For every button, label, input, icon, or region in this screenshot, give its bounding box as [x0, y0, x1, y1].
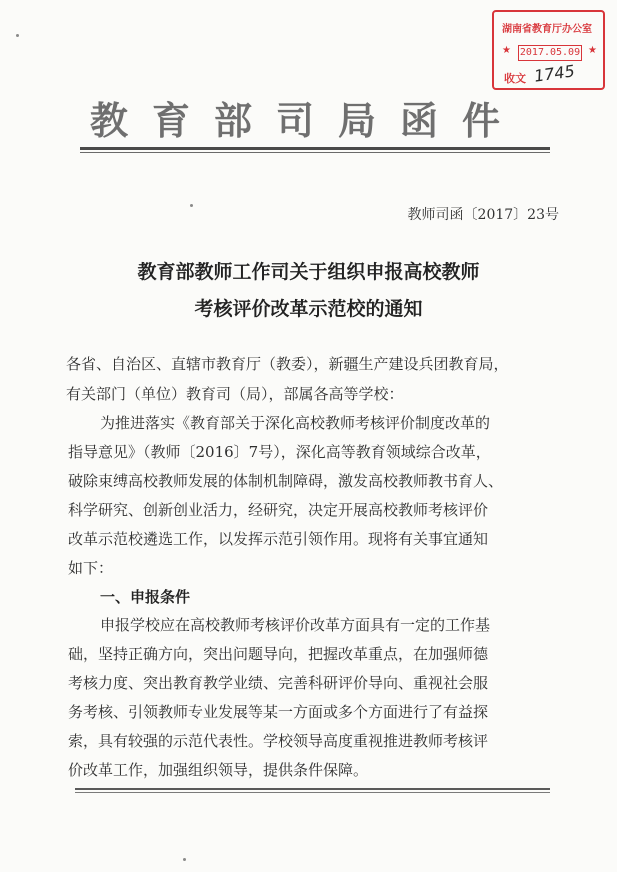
paragraph-line: 考核力度、突出教育教学业绩、完善科研评价导向、重视社会服 [68, 674, 489, 692]
stamp-receipt-number: 1745 [532, 61, 576, 86]
scan-speck [16, 34, 19, 37]
header-divider [80, 147, 550, 150]
stamp-organization: 湖南省教育厅办公室 [502, 24, 592, 35]
stamp-date: 2017.05.09 [518, 45, 582, 61]
paragraph-line: 破除束缚高校教师发展的体制机制障碍，激发高校教师教书育人、 [68, 472, 504, 490]
document-title-line-2: 考核评价改革示范校的通知 [194, 298, 423, 320]
footer-divider-thin [75, 792, 550, 793]
paragraph-line: 础，坚持正确方向，突出问题导向，把握改革重点，在加强师德 [68, 645, 489, 663]
paragraph-line: 如下： [68, 559, 114, 577]
stamp-receipt-label: 收文 [504, 72, 526, 85]
paragraph-line: 科学研究、创新创业活力，经研究，决定开展高校教师考核评价 [68, 501, 489, 519]
scan-speck [190, 204, 193, 207]
document-number: 教师司函〔2017〕23号 [407, 207, 559, 223]
paragraph-line: 务考核、引领教师专业发展等某一方面或多个方面进行了有益探 [68, 703, 489, 721]
paragraph-line: 索，具有较强的示范代表性。学校领导高度重视推进教师考核评 [68, 732, 489, 750]
paragraph-line: 为推进落实《教育部关于深化高校教师考核评价制度改革的 [100, 414, 491, 432]
header-divider-thin [80, 152, 550, 153]
salutation-line: 各省、自治区、直辖市教育厅（教委），新疆生产建设兵团教育局， [66, 355, 509, 373]
paragraph-line: 申报学校应在高校教师考核评价改革方面具有一定的工作基 [100, 616, 491, 634]
letterhead-title: 教育部司局函件 [90, 98, 525, 143]
document-title-line-1: 教育部教师工作司关于组织申报高校教师 [137, 261, 480, 283]
receipt-stamp [492, 10, 605, 90]
stamp-star-icon: ★ [588, 45, 597, 56]
scan-speck [183, 858, 186, 861]
paragraph-line: 指导意见》（教师〔2016〕7号），深化高等教育领域综合改革， [68, 443, 491, 461]
salutation-line: 有关部门（单位）教育司（局），部属各高等学校： [66, 385, 404, 403]
footer-divider [75, 788, 550, 790]
stamp-star-icon: ★ [502, 45, 511, 56]
paragraph-line: 改革示范校遴选工作，以发挥示范引领作用。现将有关事宜通知 [68, 530, 489, 548]
section-heading: 一、申报条件 [100, 588, 191, 606]
paragraph-line: 价改革工作，加强组织领导，提供条件保障。 [68, 761, 369, 779]
